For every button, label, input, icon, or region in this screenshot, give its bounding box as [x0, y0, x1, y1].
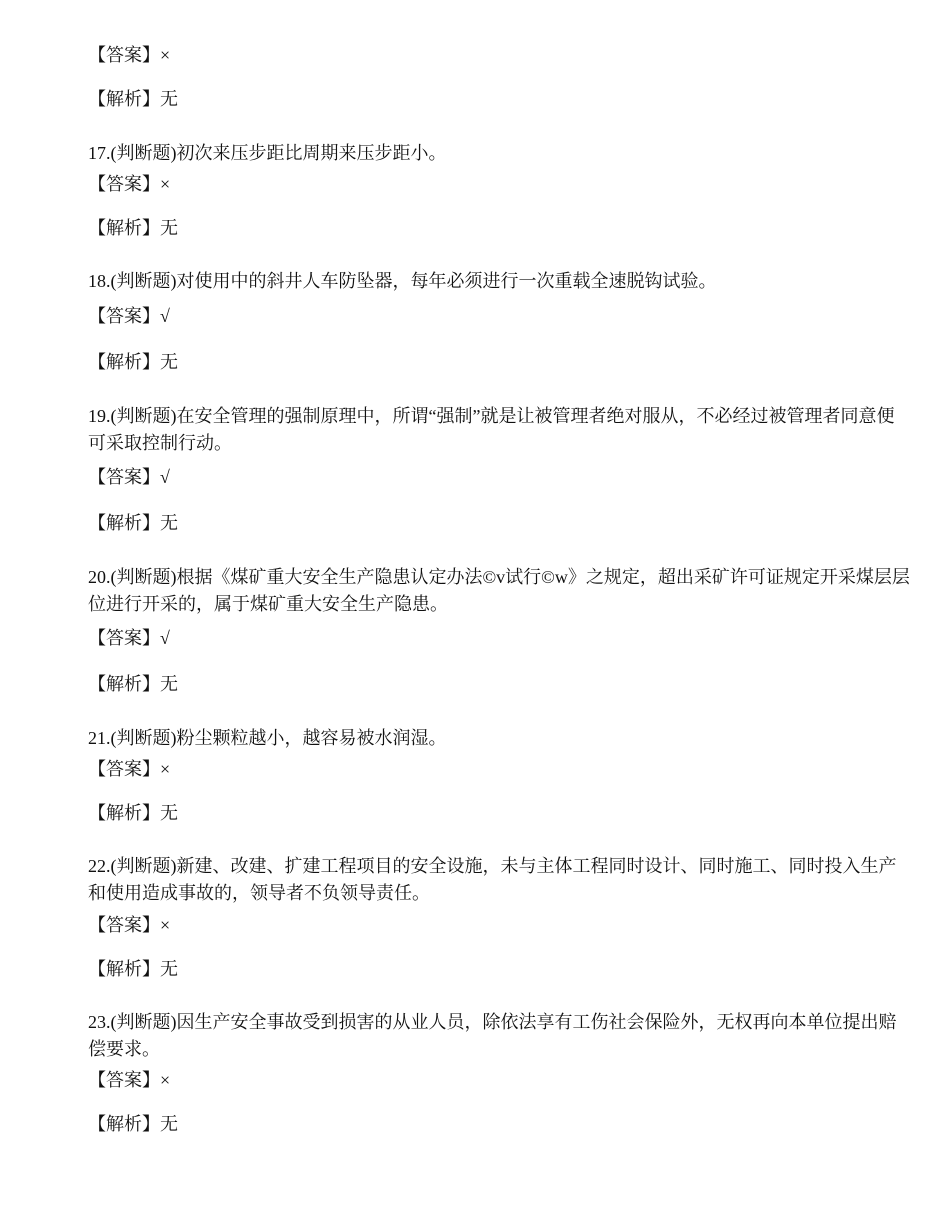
answer-17: 【答案】×	[88, 174, 171, 194]
answer-20: 【答案】√	[88, 628, 170, 648]
question-19: 19.(判断题)在安全管理的强制原理中，所谓“强制”就是让被管理者绝对服从，不必经过被管理者同意便可采取控制行动。	[88, 406, 895, 453]
answer-23: 【答案】×	[88, 1070, 171, 1090]
question-23: 23.(判断题)因生产安全事故受到损害的从业人员，除依法享有工伤社会保险外，无权再向本单位提出赔偿要求。	[88, 1012, 897, 1059]
answer-21: 【答案】×	[88, 759, 171, 779]
analysis-22: 【解析】无	[88, 959, 178, 979]
question-18: 18.(判断题)对使用中的斜井人车防坠器，每年必须进行一次重载全速脱钩试验。	[88, 271, 717, 291]
analysis-18: 【解析】无	[88, 352, 178, 372]
analysis-line: 【解析】无	[88, 89, 178, 109]
answer-19: 【答案】√	[88, 467, 170, 487]
analysis-23: 【解析】无	[88, 1114, 178, 1134]
question-21: 21.(判断题)粉尘颗粒越小，越容易被水润湿。	[88, 728, 447, 748]
question-22: 22.(判断题)新建、改建、扩建工程项目的安全设施，未与主体工程同时设计、同时施工、同时投入生产和使用造成事故的，领导者不负领导责任。	[88, 856, 897, 903]
answer-line: 【答案】×	[88, 45, 171, 65]
answer-22: 【答案】×	[88, 915, 171, 935]
analysis-21: 【解析】无	[88, 803, 178, 823]
question-20: 20.(判断题)根据《煤矿重大安全生产隐患认定办法©v试行©w》之规定，超出采矿许可证规定开采煤层层位进行开采的，属于煤矿重大安全生产隐患。	[88, 567, 910, 614]
analysis-20: 【解析】无	[88, 674, 178, 694]
question-17: 17.(判断题)初次来压步距比周期来压步距小。	[88, 143, 447, 163]
answer-18: 【答案】√	[88, 306, 170, 326]
analysis-19: 【解析】无	[88, 513, 178, 533]
analysis-17: 【解析】无	[88, 218, 178, 238]
